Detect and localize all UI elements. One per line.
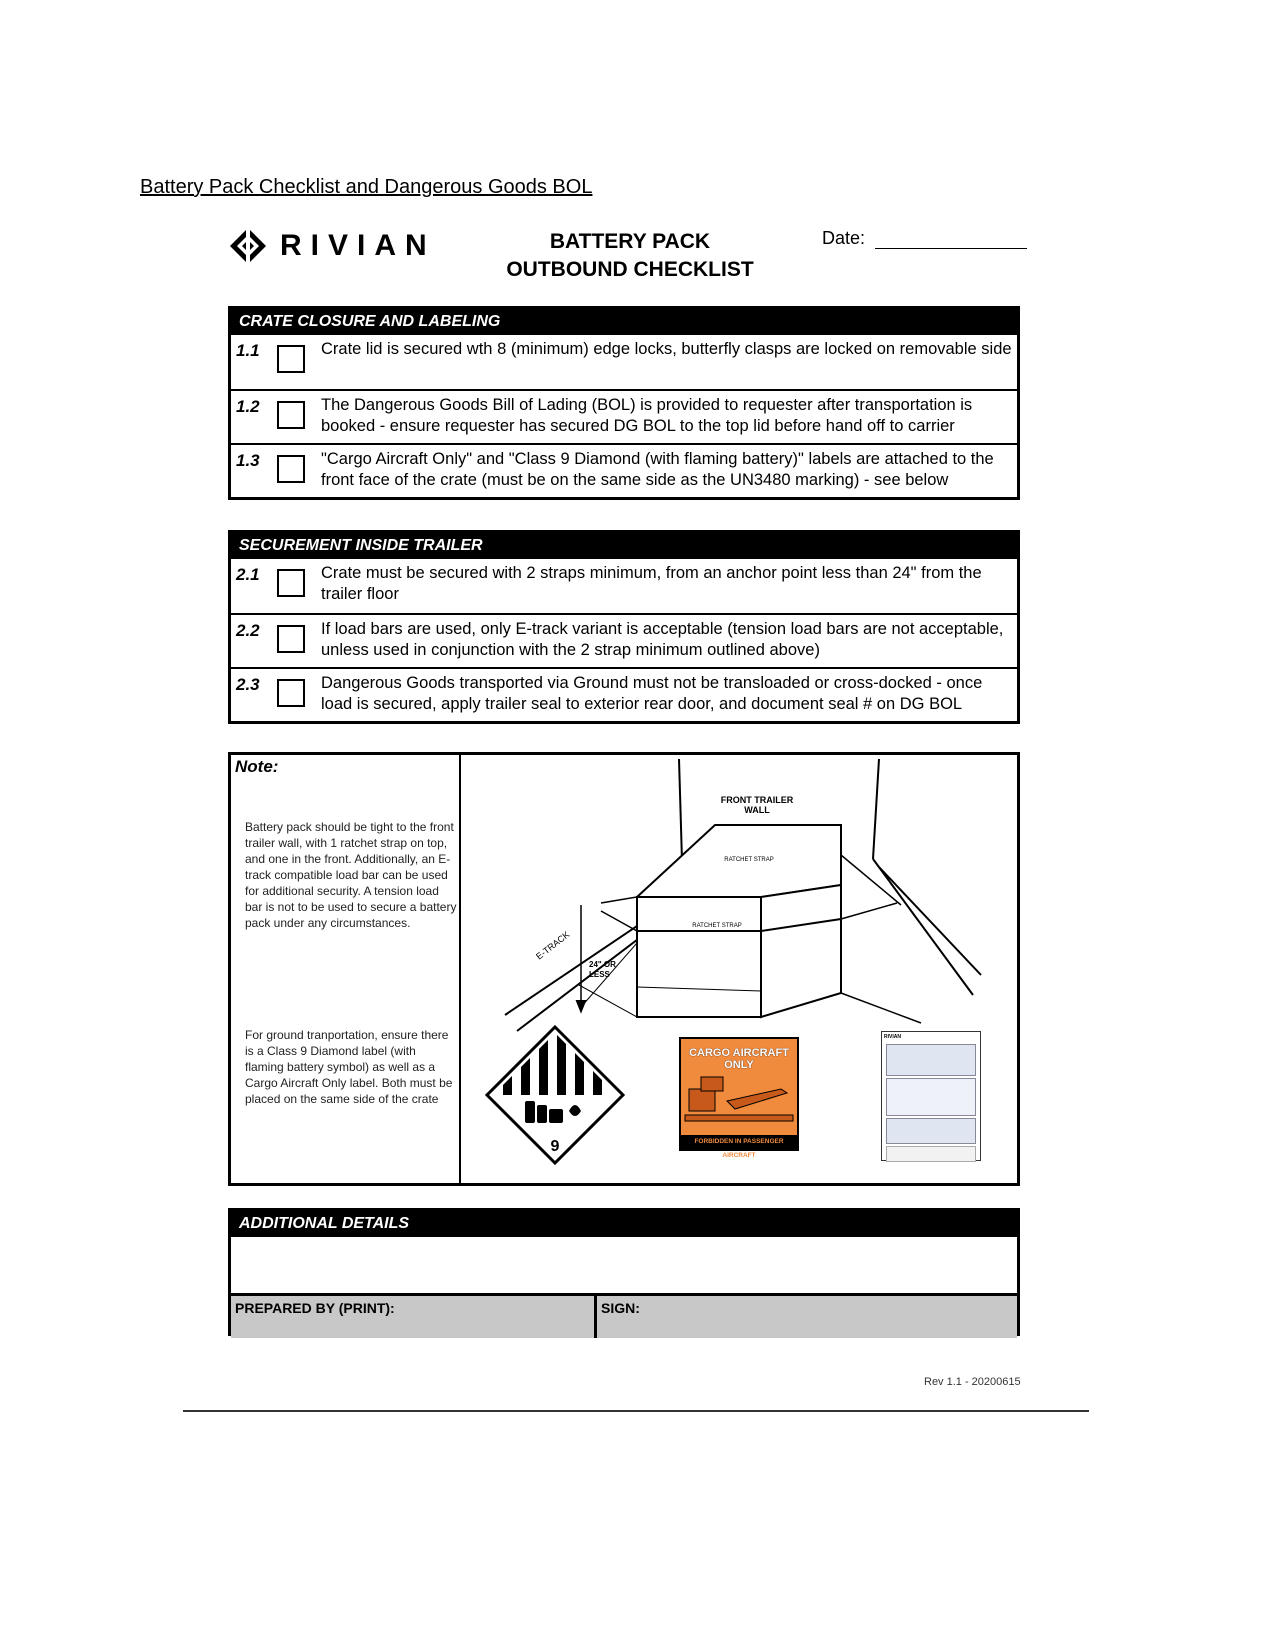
height-label: 24" OR bbox=[589, 960, 616, 969]
cargo-aircraft-only-label bbox=[679, 1037, 799, 1159]
document-title: Battery Pack Checklist and Dangerous Goods BOL bbox=[140, 176, 593, 198]
checklist-row bbox=[231, 667, 1017, 721]
date-label: Date: bbox=[822, 228, 866, 248]
additional-details-field[interactable] bbox=[231, 1237, 1017, 1296]
note-illustration-panel bbox=[461, 755, 1017, 1183]
crate-closure-section bbox=[228, 306, 1020, 500]
item-number: 1.2 bbox=[236, 397, 260, 416]
note-text-panel bbox=[231, 755, 461, 1183]
class9-hazard-label bbox=[485, 1025, 625, 1165]
form-title-line2: OUTBOUND CHECKLIST bbox=[506, 258, 754, 281]
rivian-diamond-icon bbox=[228, 226, 268, 266]
checkbox[interactable] bbox=[277, 401, 305, 429]
sign-field[interactable]: SIGN: bbox=[601, 1300, 640, 1316]
checklist-row bbox=[231, 559, 1017, 613]
prepared-by-field[interactable]: PREPARED BY (PRINT): bbox=[231, 1296, 597, 1338]
height-label-2: LESS bbox=[589, 970, 610, 979]
checkbox[interactable] bbox=[277, 569, 305, 597]
item-number: 2.3 bbox=[236, 675, 260, 694]
checklist-row bbox=[231, 335, 1017, 389]
signature-row bbox=[231, 1296, 1017, 1338]
note-paragraph-1: Battery pack should be tight to the front trailer wall, with 1 ratchet strap on top, and one in the front. Additionally, an E-track compatible load bar can be used for additional security. A tension load bar is not to be used to secure a battery pack under any circumstances. bbox=[245, 820, 457, 930]
date-input-line[interactable] bbox=[875, 230, 1027, 249]
front-wall-label: FRONT TRAILER bbox=[720, 795, 794, 805]
front-wall-label-2: WALL bbox=[744, 805, 770, 815]
checklist-row bbox=[231, 389, 1017, 443]
cao-title-2: ONLY bbox=[724, 1059, 754, 1071]
item-text: Crate lid is secured wth 8 (minimum) edge locks, butterfly clasps are locked on removable side bbox=[321, 340, 1012, 358]
cao-artwork bbox=[681, 1071, 797, 1129]
checkbox[interactable] bbox=[277, 625, 305, 653]
securement-section bbox=[228, 530, 1020, 724]
section-header: CRATE CLOSURE AND LABELING bbox=[231, 309, 1017, 335]
section-header: ADDITIONAL DETAILS bbox=[231, 1211, 1017, 1237]
note-section bbox=[228, 752, 1020, 1186]
checkbox[interactable] bbox=[277, 345, 305, 373]
checklist-row bbox=[231, 443, 1017, 497]
class9-number: 9 bbox=[550, 1138, 560, 1155]
checkbox[interactable] bbox=[277, 455, 305, 483]
cao-footer: FORBIDDEN IN PASSENGER AIRCRAFT bbox=[681, 1135, 797, 1149]
bol-logo: RIVIAN bbox=[884, 1034, 901, 1040]
item-text: The Dangerous Goods Bill of Lading (BOL) is provided to requester after transportation is booked - ensure requester has secured DG BOL to the top lid before hand off to carrier bbox=[321, 396, 973, 435]
item-number: 2.1 bbox=[236, 565, 260, 584]
checklist-row bbox=[231, 613, 1017, 667]
bol-document-thumbnail bbox=[881, 1031, 981, 1161]
item-number: 2.2 bbox=[236, 621, 260, 640]
etrack-label: E-TRACK bbox=[534, 929, 572, 962]
date-field[interactable] bbox=[822, 228, 1027, 249]
item-text: Crate must be secured with 2 straps minimum, from an anchor point less than 24" from the trailer floor bbox=[321, 564, 982, 603]
logo-wordmark: RIVIAN bbox=[280, 229, 436, 262]
form-title bbox=[480, 228, 780, 284]
note-label: Note: bbox=[235, 757, 279, 776]
rivian-logo bbox=[228, 224, 436, 268]
cao-title-1: CARGO AIRCRAFT bbox=[689, 1047, 789, 1059]
additional-details-section bbox=[228, 1208, 1020, 1336]
ratchet-strap-front-label: RATCHET STRAP bbox=[692, 923, 742, 929]
note-paragraph-2: For ground tranportation, ensure there is a Class 9 Diamond label (with flaming battery symbol) as well as a Cargo Aircraft Only label. Both must be placed on the same side of the crate bbox=[245, 1028, 453, 1106]
item-number: 1.3 bbox=[236, 451, 260, 470]
item-number: 1.1 bbox=[236, 341, 260, 360]
footer-divider bbox=[183, 1410, 1089, 1412]
item-text: "Cargo Aircraft Only" and "Class 9 Diamond (with flaming battery)" labels are attached to the front face of the crate (must be on the same side as the UN3480 marking) - see below bbox=[321, 450, 994, 489]
item-text: Dangerous Goods transported via Ground must not be transloaded or cross-docked - once load is secured, apply trailer seal to exterior rear door, and document seal # on DG BOL bbox=[321, 674, 983, 713]
checkbox[interactable] bbox=[277, 679, 305, 707]
revision-label: Rev 1.1 - 20200615 bbox=[924, 1376, 1021, 1388]
ratchet-strap-top-label: RATCHET STRAP bbox=[724, 857, 774, 863]
form-title-line1: BATTERY PACK bbox=[549, 230, 711, 253]
section-header: SECUREMENT INSIDE TRAILER bbox=[231, 533, 1017, 559]
item-text: If load bars are used, only E-track variant is acceptable (tension load bars are not acceptable, unless used in conjunction with the 2 strap minimum outlined above) bbox=[321, 620, 1004, 659]
